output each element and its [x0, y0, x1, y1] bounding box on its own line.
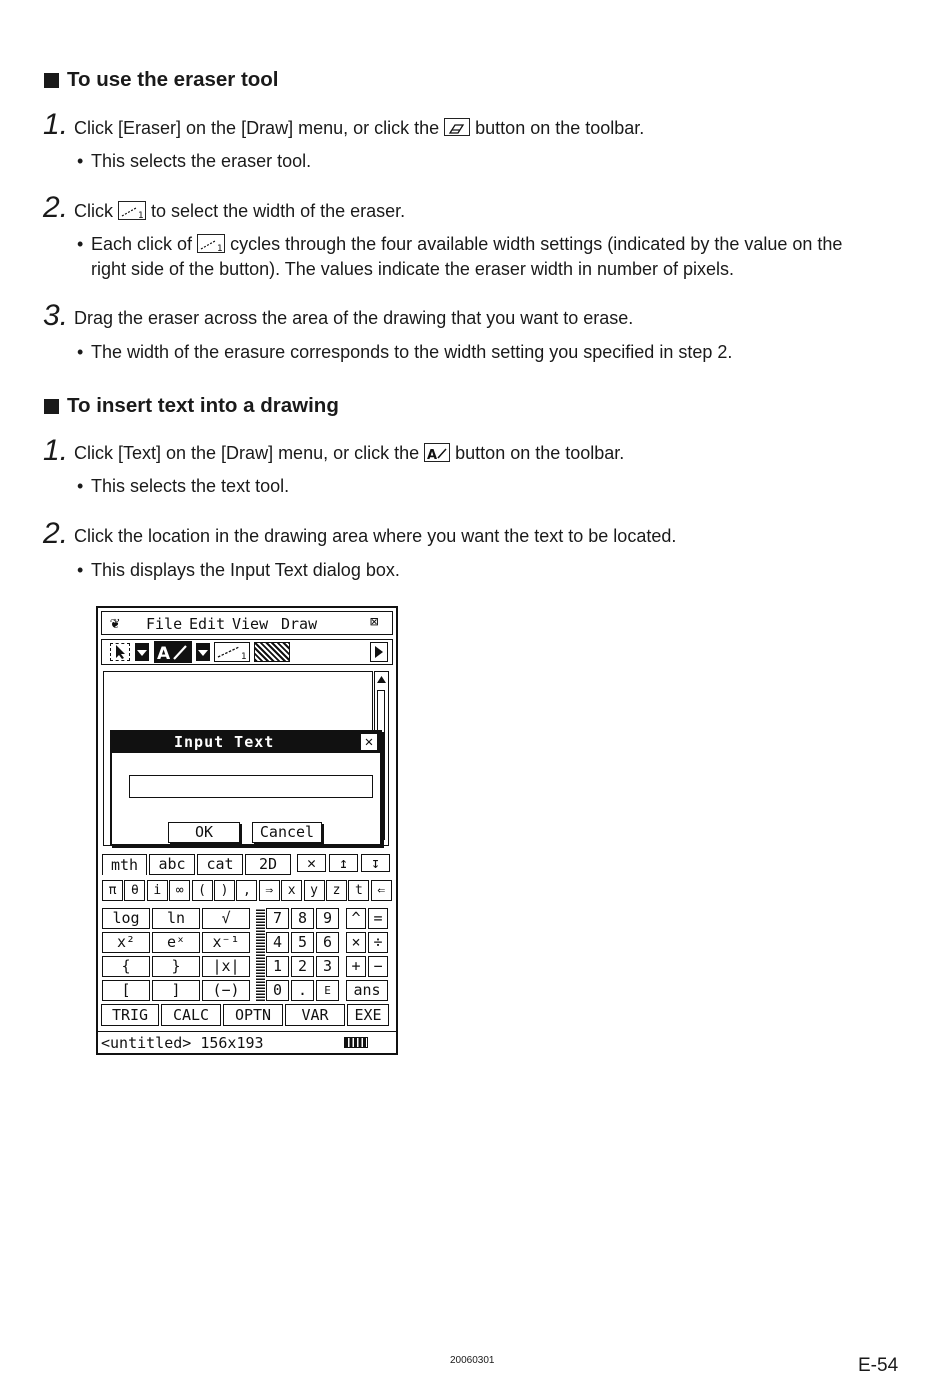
step-number: 2.	[43, 191, 69, 224]
svg-text:1: 1	[217, 244, 223, 253]
number-key[interactable]: 7	[266, 908, 289, 929]
function-key[interactable]: (−)	[202, 980, 250, 1001]
step-text: Drag the eraser across the area of the drawing that you want to erase.	[74, 308, 634, 328]
number-key[interactable]: 2	[291, 956, 314, 977]
bullet-text: The width of the erasure corresponds to the width setting you specified in step 2.	[91, 342, 733, 362]
symbol-key[interactable]: x	[281, 880, 302, 901]
select-arrow-icon[interactable]	[110, 643, 130, 661]
tab-abc[interactable]: abc	[149, 854, 195, 875]
section-title: To insert text into a drawing	[67, 394, 339, 417]
symbol-key[interactable]: π	[102, 880, 123, 901]
bullet-text: This selects the eraser tool.	[91, 151, 312, 171]
operator-key[interactable]: ^	[346, 908, 366, 929]
dropdown-arrow-icon[interactable]	[196, 643, 210, 661]
step-text	[74, 441, 624, 465]
menu-bar	[101, 611, 393, 635]
step-text-part: to select the width of the eraser.	[151, 201, 406, 221]
battery-icon	[344, 1037, 368, 1048]
width-button-icon[interactable]	[214, 642, 250, 662]
bullet-text: This displays the Input Text dialog box.	[91, 560, 400, 580]
eraser-button-icon	[444, 118, 470, 136]
operator-key[interactable]: +	[346, 956, 366, 977]
width-button-icon	[118, 201, 146, 220]
dialog-title: Input Text	[174, 733, 275, 751]
bottom-key-optn[interactable]: OPTN	[223, 1004, 283, 1026]
text-tool-icon[interactable]	[154, 641, 192, 663]
symbol-key[interactable]: t	[348, 880, 369, 901]
function-key[interactable]: }	[152, 956, 200, 977]
keyboard-down-icon[interactable]: ↧	[361, 854, 390, 872]
symbol-key[interactable]: θ	[124, 880, 145, 901]
function-key[interactable]: ]	[152, 980, 200, 1001]
bullet-mark: •	[77, 151, 84, 171]
function-key[interactable]: eˣ	[152, 932, 200, 953]
svg-text:1: 1	[138, 211, 144, 220]
number-key[interactable]: 5	[291, 932, 314, 953]
section-heading-eraser	[44, 68, 279, 92]
step-text-part: button on the toolbar.	[475, 118, 645, 138]
operator-key[interactable]: ×	[346, 932, 366, 953]
status-text: <untitled> 156x193	[101, 1034, 264, 1052]
step-number: 1.	[43, 108, 69, 141]
bullet-item	[77, 474, 289, 499]
cancel-button[interactable]: Cancel	[252, 822, 322, 843]
dialog-close-icon[interactable]: ✕	[361, 734, 377, 750]
step-text	[74, 199, 405, 223]
symbol-key[interactable]: ⇐	[371, 880, 392, 901]
step-number: 1.	[43, 434, 69, 467]
function-key[interactable]: x⁻¹	[202, 932, 250, 953]
step-text-part: Click [Text] on the [Draw] menu, or click the	[74, 443, 420, 463]
bullet-text: This selects the text tool.	[91, 476, 290, 496]
ok-button[interactable]: OK	[168, 822, 240, 843]
number-key[interactable]: 6	[316, 932, 339, 953]
step-text: Click the location in the drawing area where you want the text to be located.	[74, 526, 677, 546]
number-key[interactable]: 8	[291, 908, 314, 929]
function-key[interactable]: {	[102, 956, 150, 977]
footer-code: 20060301	[450, 1355, 495, 1366]
toolbar	[101, 639, 393, 665]
bullet-item	[77, 340, 732, 365]
number-key[interactable]: E	[316, 980, 339, 1001]
function-key[interactable]: [	[102, 980, 150, 1001]
symbol-key[interactable]: z	[326, 880, 347, 901]
menu-file[interactable]: File	[146, 615, 183, 633]
tab-cat[interactable]: cat	[197, 854, 243, 875]
bullet-item	[77, 149, 311, 174]
heading-square-icon	[44, 399, 59, 414]
status-bar	[98, 1031, 396, 1053]
tab-mth[interactable]: mth	[102, 854, 147, 875]
eraser-pattern-icon[interactable]	[254, 642, 290, 662]
symbol-key[interactable]: ∞	[169, 880, 190, 901]
function-key[interactable]: ln	[152, 908, 200, 929]
function-key[interactable]: log	[102, 908, 150, 929]
heading-square-icon	[44, 73, 59, 88]
bullet-text: cycles through the four available width settings (indicated by the value on the	[230, 234, 843, 254]
section-title: To use the eraser tool	[67, 68, 279, 91]
step-number: 2.	[43, 517, 69, 550]
number-key[interactable]: 4	[266, 932, 289, 953]
number-key[interactable]: 0	[266, 980, 289, 1001]
step-text	[74, 116, 644, 140]
bullet-mark: •	[77, 342, 84, 362]
step-text-part: Click	[74, 201, 113, 221]
menu-chevron-icon[interactable]: ❦	[110, 613, 120, 632]
svg-text:A: A	[427, 448, 438, 462]
menu-edit[interactable]: Edit	[189, 615, 226, 633]
bullet-mark: •	[77, 560, 84, 580]
step-number: 3.	[43, 299, 69, 332]
bullet-item	[77, 232, 842, 282]
function-key[interactable]: x²	[102, 932, 150, 953]
svg-text:A: A	[157, 644, 171, 663]
step-text-part: button on the toolbar.	[455, 443, 625, 463]
width-button-icon	[197, 234, 225, 253]
bottom-key-var[interactable]: VAR	[285, 1004, 345, 1026]
close-icon[interactable]: ⊠	[370, 614, 379, 630]
operator-key[interactable]: =	[368, 908, 388, 929]
width-value: 1	[241, 652, 247, 661]
number-key[interactable]: 1	[266, 956, 289, 977]
step-text-part: Click [Eraser] on the [Draw] menu, or click the	[74, 118, 440, 138]
operator-key[interactable]: ÷	[368, 932, 388, 953]
function-key[interactable]: √	[202, 908, 250, 929]
symbol-key[interactable]: )	[214, 880, 235, 901]
tab-2d[interactable]: 2D	[245, 854, 291, 875]
bottom-key-calc[interactable]: CALC	[161, 1004, 221, 1026]
page-number: E-54	[858, 1355, 899, 1376]
scroll-right-icon[interactable]	[370, 642, 388, 662]
text-input-field[interactable]	[129, 775, 373, 798]
keyboard-up-icon[interactable]: ↥	[329, 854, 358, 872]
symbol-key[interactable]: ,	[236, 880, 257, 901]
number-key[interactable]: .	[291, 980, 314, 1001]
symbol-key[interactable]: i	[147, 880, 168, 901]
symbol-key[interactable]: y	[304, 880, 325, 901]
bottom-key-exe[interactable]: EXE	[347, 1004, 389, 1026]
function-key[interactable]: |x|	[202, 956, 250, 977]
bullet-text-continued: right side of the button). The values indicate the eraser width in number of pixels.	[91, 259, 735, 279]
number-key[interactable]: 9	[316, 908, 339, 929]
bottom-key-trig[interactable]: TRIG	[101, 1004, 159, 1026]
bullet-text: Each click of	[91, 234, 193, 254]
input-text-dialog	[110, 730, 382, 846]
bullet-mark: •	[77, 476, 84, 496]
calculator-screenshot	[96, 606, 398, 1055]
symbol-key[interactable]: (	[192, 880, 213, 901]
ans-key[interactable]: ans	[346, 980, 388, 1001]
operator-key[interactable]: −	[368, 956, 388, 977]
keypad-divider	[256, 908, 265, 1001]
dropdown-arrow-icon[interactable]	[135, 643, 149, 661]
section-heading-text	[44, 394, 339, 418]
bullet-mark: •	[77, 234, 84, 254]
menu-draw[interactable]: Draw	[281, 615, 318, 633]
symbol-key[interactable]: ⇒	[259, 880, 280, 901]
number-key[interactable]: 3	[316, 956, 339, 977]
bullet-item	[77, 558, 400, 583]
text-tool-button-icon	[424, 443, 450, 462]
keyboard-close-icon[interactable]: ✕	[297, 854, 326, 872]
menu-view[interactable]: View	[232, 615, 269, 633]
